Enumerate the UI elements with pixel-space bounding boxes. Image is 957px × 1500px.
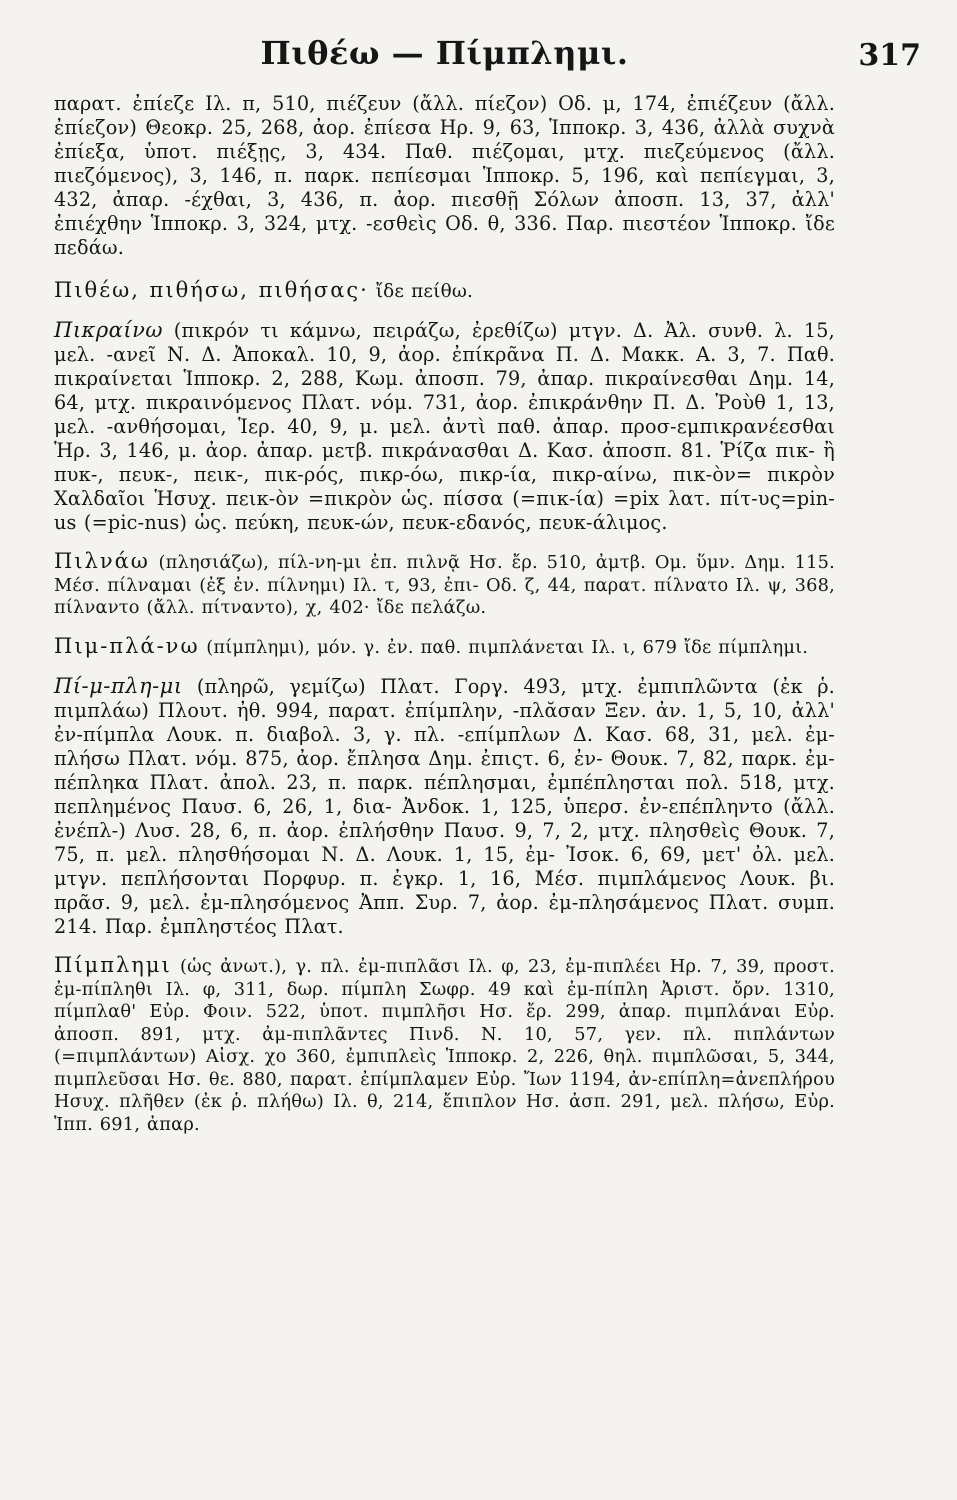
entry-headword: Πιθέω, πιθήσω, πιθήσας·: [54, 278, 369, 302]
running-title: Πιθέω — Πίμπλημι.: [260, 34, 629, 72]
entry-headword: Πικραίνω: [54, 318, 163, 342]
entry-body: ἴδε πείθω.: [375, 281, 474, 302]
entry-body: (πίμπλημι), μόν. γ. ἐν. παθ. πιμπλάνεται Ιλ. ι, 679 ἴδε πίμπλημι.: [206, 636, 809, 658]
entry-continuation: [54, 92, 835, 260]
entry-body: (πλησιάζω), πίλ-νη-μι ἐπ. πιλνᾷ Ησ. ἔρ. 510, ἀμτβ. Ομ. ὕμν. Δημ. 115. Μέσ. πίλναμαι (ἐξ ἐν. πίλνημι) Ιλ. τ, 93, ἐπι- Οδ. ζ, 44, παρατ. πίλνατο Ιλ. ψ, 368, πίλναντο (ἄλλ. πίτναντο), χ, 402· ἴδε πελάζω.: [54, 552, 835, 618]
entry-body: (πικρόν τι κάμνω, πειράζω, ἐρεθίζω) μτγν. Δ. Ἀλ. συνθ. λ. 15, μελ. -ανεῖ Ν. Δ. Ἀποκαλ. 10, 9, ἀορ. ἐπίκρᾶνα Π. Δ. Μακκ. Α. 3, 7. Παθ. πικραίνεται Ἱπποκρ. 2, 288, Κωμ. ἀποσπ. 79, ἀπαρ. πικραίνεσθαι Δημ. 14, 64, μτχ. πικραινόμενος Πλατ. νόμ. 731, ἀορ. ἐπικράνθην Π. Δ. Ῥοὺθ 1, 13, μελ. -ανθήσομαι, Ἱερ. 40, 9, μ. μελ. ἀντὶ παθ. ἀπαρ. προσ-εμπικρανέεσθαι Ἡρ. 3, 146, μ. ἀορ. ἀπαρ. μετβ. πικράνασθαι Δ. Κασ. ἀποσπ. 81. Ῥίζα πικ- ἢ πυκ-, πευκ-, πεικ-, πικ-ρός, πικρ-όω, πικρ-ία, πικρ-αίνω, πικ-ὸν= πικρὸν Χαλδαῖοι Ἡσυχ. πεικ-ὸν =πικρὸν ὡς. πίσσα (=πικ-ία) =pix λατ. πίτ-υς=pin-us (=pic-nus) ὡς. πεύκη, πευκ-ών, πευκ-εδανός, πευκ-άλιμος.: [54, 319, 835, 534]
entry-body: (ὡς ἀνωτ.), γ. πλ. ἐμ-πιπλᾶσι Ιλ. φ, 23, ἐμ-πιπλέει Ηρ. 7, 39, προστ. ἐμ-πίπληθι Ιλ. φ, 311, δωρ. πίμπλη Σωφρ. 49 καὶ ἐμ-πίπλη Ἀριστ. ὄρν. 1310, πίμπλαθ' Εὐρ. Φοιν. 522, ὑποτ. πιμπλῆσι Ησ. ἔρ. 299, ἀπαρ. πιμπλάναι Εὐρ. ἀποσπ. 891, μτχ. ἀμ-πιπλᾶντες Πινδ. Ν. 10, 57, γεν. πλ. πιπλάντων (=πιμπλάντων) Αἰσχ. χο 360, ἐμπιπλεὶς Ἱπποκρ. 2, 226, θηλ. πιμπλῶσαι, 5, 344, πιμπλεῦσαι Ησ. θε. 880, παρατ. ἐπίμπλαμεν Εὐρ. Ἴων 1194, ἀν-επίπλη=ἀνεπλήρου Ησυχ. πλῆθεν (ἐκ ῥ. πλήθω) Ιλ. θ, 214, ἔπιπλον Ησ. ἀσπ. 291, μελ. πλήσω, Εὐρ. Ἱππ. 691, ἀπαρ.: [54, 956, 835, 1135]
entry-pikraino: [54, 318, 835, 535]
page-number: 317: [858, 38, 921, 73]
page-header: [54, 28, 921, 92]
entry-body: παρατ. ἐπίεζε Ιλ. π, 510, πιέζευν (ἄλλ. πίεζον) Οδ. μ, 174, ἐπιέζευν (ἄλλ. ἐπίεζον) Θεοκρ. 25, 268, ἀορ. ἐπίεσα Ηρ. 9, 63, Ἱπποκρ. 3, 436, ἀλλὰ συχνὰ ἐπίεξα, ὑποτ. πιέξῃς, 3, 434. Παθ. πιέζομαι, μτχ. πιεζεύμενος (ἄλλ. πιεζόμενος), 3, 146, π. παρκ. πεπίεσμαι Ἱπποκρ. 5, 196, καὶ πεπίεγμαι, 3, 432, ἀπαρ. -έχθαι, 3, 436, π. ἀορ. πιεσθῇ Σόλων ἀποσπ. 13, 37, ἀλλ' ἐπιέχθην Ἱπποκρ. 3, 324, μτχ. -εσθεὶς Οδ. θ, 336. Παρ. πιεστέον Ἱπποκρ. ἴδε πεδάω.: [54, 92, 835, 259]
entry-headword: Πίμπλημι: [54, 953, 172, 977]
entry-headword: Πιλνάω: [54, 549, 150, 573]
entry-pimplemi-secondary: [54, 954, 835, 1136]
dictionary-entries: [54, 92, 835, 1136]
entry-pilnao: [54, 550, 835, 620]
entry-pitheo: [54, 279, 835, 303]
entry-pimplano: [54, 635, 835, 660]
entry-headword: Πί-μ-πλη-μι: [54, 674, 183, 698]
entry-body: (πληρῶ, γεμίζω) Πλατ. Γοργ. 493, μτχ. ἐμπιπλῶντα (ἐκ ῥ. πιμπλάω) Πλουτ. ἠθ. 994, παρατ. ἐπίμπλην, -πλᾰσαν Ξεν. ἀν. 1, 5, 10, ἀλλ' ἐν-πίμπλα Λουκ. π. διαβολ. 3, γ. πλ. -επίμπλων Δ. Κασ. 68, 31, μελ. ἐμ-πλήσω Πλατ. νόμ. 875, ἀορ. ἔπλησα Δημ. ἐπιςτ. 6, ἐν- Θουκ. 7, 82, παρκ. ἐμ-πέπληκα Πλατ. ἀπολ. 23, π. παρκ. πέπλησμαι, ἐμπέπλησται πολ. 518, μτχ. πεπλημένος Παυσ. 6, 26, 1, δια- Ἀνδοκ. 1, 125, ὑπερσ. ἐν-επέπληντο (ἄλλ. ἐνέπλ-) Λυσ. 28, 6, π. ἀορ. ἐπλήσθην Παυσ. 9, 7, 2, μτχ. πλησθεὶς Θουκ. 7, 75, π. μελ. πλησθήσομαι Ν. Δ. Λουκ. 1, 15, ἐμ- Ἰσοκ. 6, 69, μετ' ὀλ. μελ. μτγν. πεπλήσονται Πορφυρ. π. ἐγκρ. 1, 16, Μέσ. πιμπλάμενος Λουκ. βι. πρᾶσ. 9, μελ. ἐμ-πλησόμενος Ἀππ. Συρ. 7, ἀορ. ἐμ-πλησάμενος Πλατ. συμπ. 214. Παρ. ἐμπληστέος Πλατ.: [54, 675, 835, 938]
entry-headword: Πιμ-πλά-νω: [54, 633, 200, 658]
entry-pimplemi-main: [54, 674, 835, 939]
